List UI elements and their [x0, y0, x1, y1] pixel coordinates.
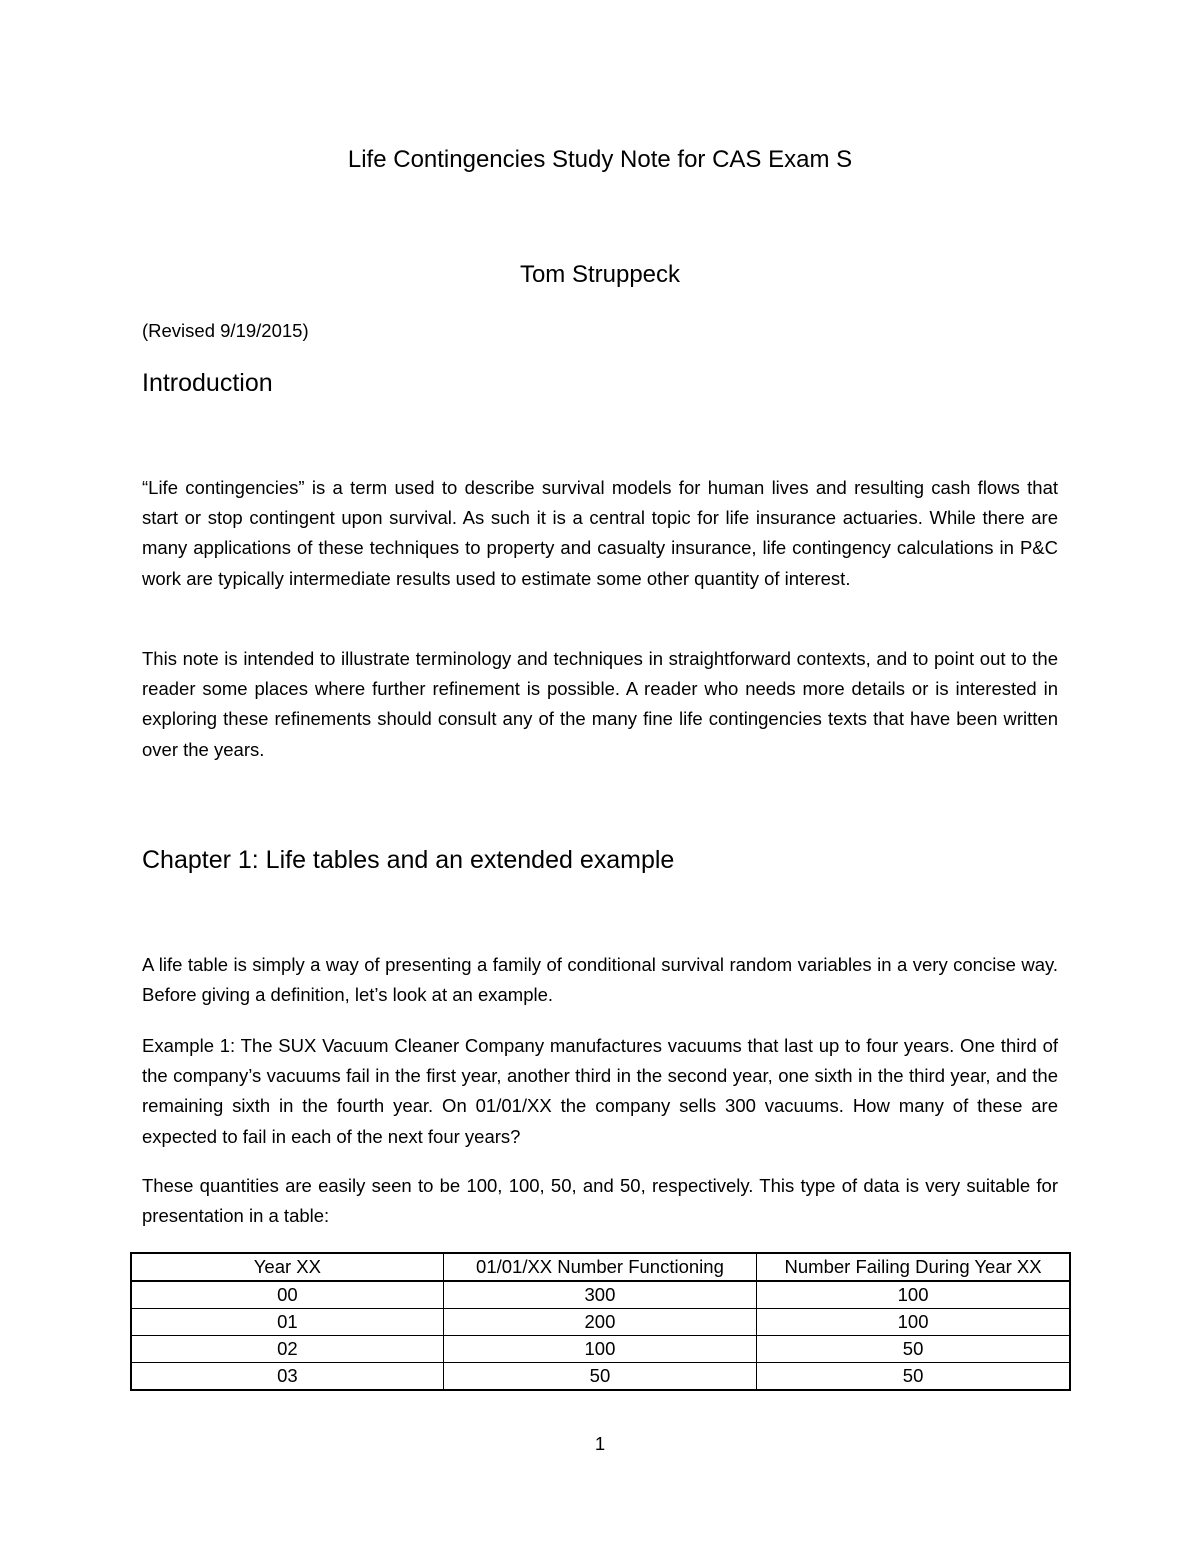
document-author: Tom Struppeck — [519, 261, 681, 288]
table-header-failing: Number Failing During Year XX — [757, 1253, 1070, 1281]
chapter-1-heading: Chapter 1: Life tables and an extended example — [142, 846, 675, 874]
intro-paragraph-1: “Life contingencies” is a term used to describe survival models for human lives and resulting cash flows that start or stop contingent upon survival. As such it is a central topic for life insurance actuaries. While there are many applications of these techniques to property and casualty insurance, life contingency calculations in P&C work are typically intermediate results used to estimate some other quantity of interest. — [142, 477, 1058, 589]
table-cell: 02 — [131, 1336, 443, 1363]
table-cell: 100 — [757, 1281, 1070, 1309]
document-title: Life Contingencies Study Note for CAS Exam S — [347, 146, 853, 173]
table-header-year: Year XX — [131, 1253, 443, 1281]
life-table — [130, 1252, 1071, 1391]
introduction-heading: Introduction — [142, 369, 273, 397]
table-cell: 01 — [131, 1309, 443, 1336]
page-number: 1 — [594, 1433, 606, 1454]
table-cell: 100 — [757, 1309, 1070, 1336]
table-row — [131, 1309, 1070, 1336]
table-cell: 03 — [131, 1363, 443, 1391]
table-header-functioning: 01/01/XX Number Functioning — [443, 1253, 756, 1281]
table-cell: 300 — [443, 1281, 756, 1309]
chapter-1-paragraph-1: A life table is simply a way of presenting a family of conditional survival random variables in a very concise way. Before giving a definition, let’s look at an example. — [142, 954, 1058, 1006]
table-row — [131, 1281, 1070, 1309]
example-1-paragraph: Example 1: The SUX Vacuum Cleaner Company manufactures vacuums that last up to four years. One third of the company’s vacuums fail in the first year, another third in the second year, one sixth in the third year, and the remaining sixth in the fourth year. On 01/01/XX the company sells 300 vacuums. How many of these are expected to fail in each of the next four years? — [142, 1035, 1058, 1147]
revision-date: (Revised 9/19/2015) — [142, 320, 309, 341]
table-cell: 50 — [757, 1363, 1070, 1391]
table-row — [131, 1363, 1070, 1391]
table-cell: 100 — [443, 1336, 756, 1363]
chapter-1-paragraph-3: These quantities are easily seen to be 100, 100, 50, and 50, respectively. This type of data is very suitable for presentation in a table: — [142, 1175, 1058, 1227]
table-header-row — [131, 1253, 1070, 1281]
table-cell: 50 — [443, 1363, 756, 1391]
intro-paragraph-2: This note is intended to illustrate terminology and techniques in straightforward contexts, and to point out to the reader some places where further refinement is possible. A reader who needs more details or is interested in exploring these refinements should consult any of the many fine life contingencies texts that have been written over the years. — [142, 648, 1058, 760]
table-cell: 200 — [443, 1309, 756, 1336]
table-cell: 50 — [757, 1336, 1070, 1363]
table-row — [131, 1336, 1070, 1363]
table-cell: 00 — [131, 1281, 443, 1309]
